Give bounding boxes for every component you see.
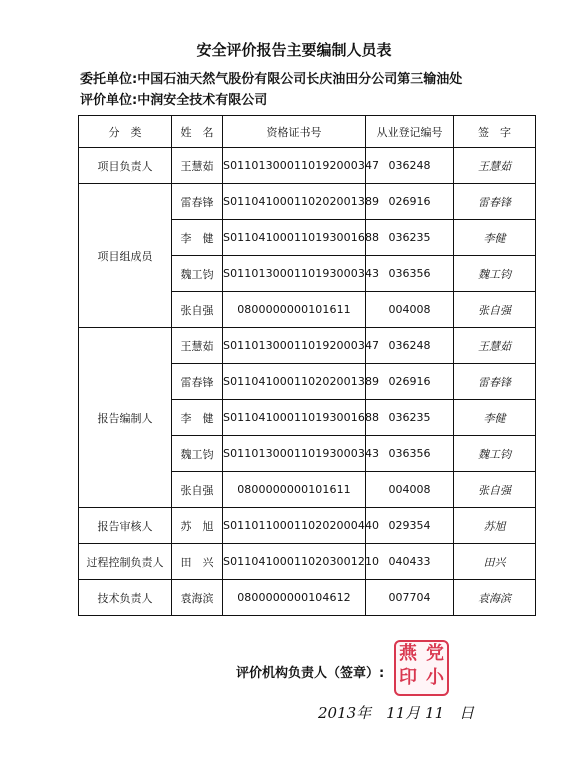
reg-cell: 036235 <box>366 400 454 436</box>
name-cell: 雷春锋 <box>172 364 223 400</box>
signature-cell: 李健 <box>454 400 536 436</box>
signature-cell: 张自强 <box>454 292 536 328</box>
cert-cell: S011041000110193001688 <box>223 220 366 256</box>
name-cell: 李 健 <box>172 400 223 436</box>
name-cell: 魏工钧 <box>172 436 223 472</box>
name-cell: 田 兴 <box>172 544 223 580</box>
table-row <box>79 328 536 364</box>
category-cell: 过程控制负责人 <box>79 544 172 580</box>
reg-cell: 029354 <box>366 508 454 544</box>
signature-cell: 魏工钧 <box>454 436 536 472</box>
name-cell: 袁海滨 <box>172 580 223 616</box>
reg-cell: 036248 <box>366 328 454 364</box>
reg-cell: 040433 <box>366 544 454 580</box>
handwritten-date: 2013年 11月 11 日 <box>318 704 475 722</box>
signature-cell: 张自强 <box>454 472 536 508</box>
category-cell: 项目负责人 <box>79 148 172 184</box>
seal-char: 印 <box>399 667 417 688</box>
reg-cell: 036356 <box>366 256 454 292</box>
signature-cell: 王慧茹 <box>454 148 536 184</box>
seal-char: 燕 <box>399 643 417 664</box>
seal-char: 党 <box>426 643 444 664</box>
reg-cell: 007704 <box>366 580 454 616</box>
evaluator-value: 中润安全技术有限公司 <box>137 93 268 108</box>
cert-cell: S011013000110192000347 <box>223 328 366 364</box>
cert-cell: S011041000110202001389 <box>223 184 366 220</box>
cert-cell: S011041000110193001688 <box>223 400 366 436</box>
signature-cell: 雷春锋 <box>454 364 536 400</box>
footer-label: 评价机构负责人（签章）: <box>236 666 385 681</box>
reg-cell: 026916 <box>366 184 454 220</box>
name-cell: 魏工钧 <box>172 256 223 292</box>
cert-cell: S011011000110202000440 <box>223 508 366 544</box>
category-cell: 报告编制人 <box>79 328 172 508</box>
name-cell: 王慧茹 <box>172 328 223 364</box>
reg-cell: 004008 <box>366 292 454 328</box>
category-cell: 报告审核人 <box>79 508 172 544</box>
table-row <box>79 544 536 580</box>
reg-cell: 036248 <box>366 148 454 184</box>
name-cell: 张自强 <box>172 292 223 328</box>
name-cell: 张自强 <box>172 472 223 508</box>
signature-cell: 李健 <box>454 220 536 256</box>
seal-char: 小 <box>426 667 444 688</box>
name-cell: 雷春锋 <box>172 184 223 220</box>
name-cell: 李 健 <box>172 220 223 256</box>
evaluator-line <box>80 89 267 108</box>
evaluator-label: 评价单位: <box>80 93 138 108</box>
name-cell: 苏 旭 <box>172 508 223 544</box>
official-seal <box>394 640 449 696</box>
signature-cell: 王慧茹 <box>454 328 536 364</box>
cert-cell: 0800000000101611 <box>223 472 366 508</box>
table-row <box>79 580 536 616</box>
staff-table <box>78 115 536 616</box>
header-name: 姓 名 <box>172 116 223 148</box>
client-line <box>80 68 462 87</box>
cert-cell: 0800000000101611 <box>223 292 366 328</box>
signature-cell: 袁海滨 <box>454 580 536 616</box>
header-reg: 从业登记编号 <box>366 116 454 148</box>
reg-cell: 004008 <box>366 472 454 508</box>
signature-cell: 魏工钧 <box>454 256 536 292</box>
client-value: 中国石油天然气股份有限公司长庆油田分公司第三输油处 <box>137 72 463 87</box>
cert-cell: 0800000000104612 <box>223 580 366 616</box>
cert-cell: S011041000110202001389 <box>223 364 366 400</box>
table-row <box>79 148 536 184</box>
client-label: 委托单位: <box>80 72 138 87</box>
cert-cell: S011013000110192000347 <box>223 148 366 184</box>
category-cell: 项目组成员 <box>79 184 172 328</box>
cert-cell: S011013000110193000343 <box>223 256 366 292</box>
cert-cell: S011041000110203001210 <box>223 544 366 580</box>
header-cert: 资格证书号 <box>223 116 366 148</box>
reg-cell: 036356 <box>366 436 454 472</box>
table-row <box>79 184 536 220</box>
reg-cell: 036235 <box>366 220 454 256</box>
reg-cell: 026916 <box>366 364 454 400</box>
document-title: 安全评价报告主要编制人员表 <box>196 41 392 59</box>
cert-cell: S011013000110193000343 <box>223 436 366 472</box>
category-cell: 技术负责人 <box>79 580 172 616</box>
table-header-row <box>79 116 536 148</box>
header-signature: 签 字 <box>454 116 536 148</box>
header-category: 分 类 <box>79 116 172 148</box>
table-row <box>79 508 536 544</box>
signature-cell: 田兴 <box>454 544 536 580</box>
name-cell: 王慧茹 <box>172 148 223 184</box>
signature-cell: 雷春锋 <box>454 184 536 220</box>
signature-cell: 苏旭 <box>454 508 536 544</box>
table-body <box>79 148 536 616</box>
